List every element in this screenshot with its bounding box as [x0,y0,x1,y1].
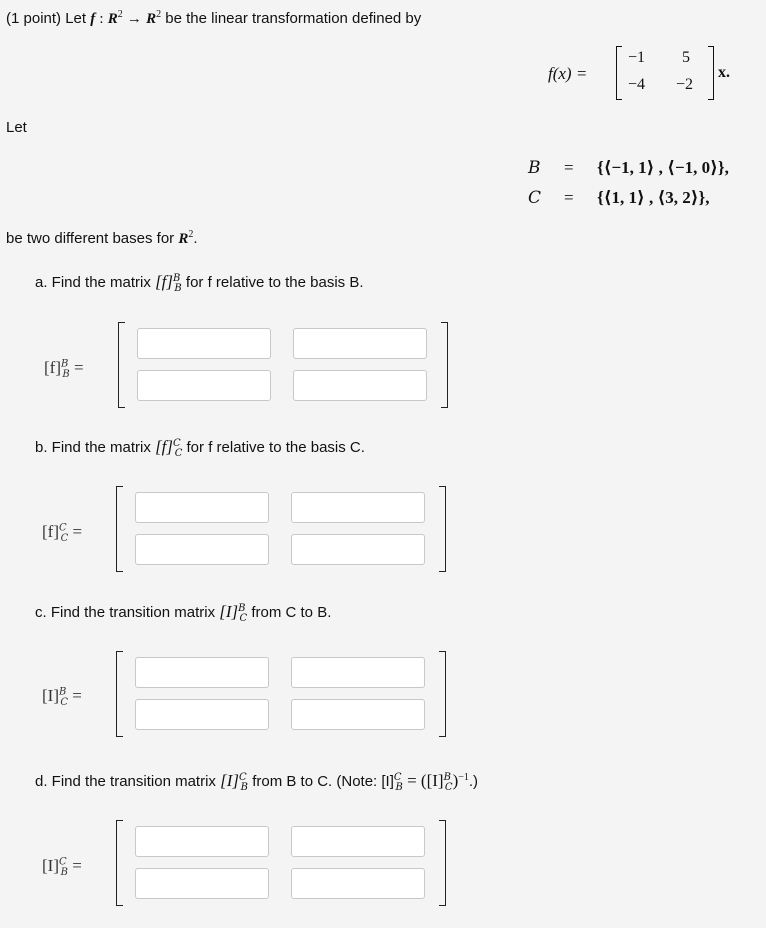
prompt-end: for f relative to the basis C. [186,439,365,456]
matrix-left-bracket [616,46,622,100]
problem-intro [6,10,421,28]
lhs-sup: C [58,856,67,868]
right-bracket [439,486,446,572]
codomain-symbol: R [146,11,157,27]
codomain-exponent: 2 [156,9,162,20]
right-bracket [441,322,448,408]
let-label: Let [6,119,27,136]
lhs-notation: [I] [42,856,59,875]
prompt-text: a. Find the matrix [35,274,151,291]
lhs-sub: C [60,697,68,709]
matrix-cell: −2 [676,76,694,93]
answer-c-r1c2[interactable] [291,657,425,688]
lhs-sub: C [60,533,69,545]
right-bracket [439,820,446,906]
notation-sup: B [173,273,181,284]
part-b-lhs [42,522,83,545]
part-c-prompt [35,602,331,622]
answer-a-r2c2[interactable] [293,370,427,401]
answer-a-r1c2[interactable] [293,328,427,359]
matrix-cell: −4 [628,76,646,93]
lhs-notation: [f] [42,522,59,541]
intro-rest: be the linear transformation defined by [165,10,422,27]
note-sub: B [395,782,403,793]
matrix-notation: [I] [219,602,239,621]
notation-sub: C [174,448,183,459]
prompt-end: from B to C. (Note: [I] [252,773,394,790]
lhs-notation: [f] [44,358,61,377]
answer-d-r2c2[interactable] [291,868,425,899]
part-a-prompt [35,272,364,292]
right-bracket [439,651,446,737]
period: . [193,230,198,247]
bases-note-text: be two different bases for [6,230,175,247]
note-end: .) [468,773,479,790]
domain-symbol: R [107,11,118,27]
left-bracket [116,820,123,906]
answer-c-r1c1[interactable] [135,657,269,688]
basis-B-symbol: B [528,158,541,178]
prompt-end: from C to B. [251,604,332,621]
part-b-matrix [116,486,446,570]
prompt-text: c. Find the transition matrix [35,604,216,621]
prompt-text: b. Find the matrix [35,439,151,456]
answer-b-r2c1[interactable] [135,534,269,565]
answer-c-r2c2[interactable] [291,699,425,730]
r-symbol: R [178,231,189,247]
lhs-sup: B [58,686,67,698]
left-bracket [116,651,123,737]
left-bracket [116,486,123,572]
basis-B-value: {⟨−1, 1⟩ , ⟨−1, 0⟩}, [597,158,729,177]
arrow-symbol: → [126,11,142,27]
notation-sup: C [239,772,247,783]
intro-text: (1 point) Let [6,10,87,27]
part-a-matrix [118,322,448,406]
part-a-lhs [44,358,84,381]
equals-sign: = [564,188,574,207]
equals-sign: = [72,522,83,541]
colon: : [99,11,104,27]
part-d-prompt [35,771,478,791]
answer-a-r1c1[interactable] [137,328,271,359]
part-c-matrix [116,651,446,735]
matrix-notation: [I] [220,771,239,790]
lhs-sub: B [60,867,68,879]
equals-sign: = [564,158,574,177]
answer-a-r2c1[interactable] [137,370,271,401]
notation-sup: C [173,438,181,449]
matrix-notation: [f] [155,437,174,456]
answer-d-r1c1[interactable] [135,826,269,857]
definition-rhs: x. [718,64,730,81]
definition-lhs: f(x) = [548,64,588,83]
domain-exponent: 2 [117,9,123,20]
matrix-right-bracket [708,46,714,100]
answer-d-r1c2[interactable] [291,826,425,857]
answer-c-r2c1[interactable] [135,699,269,730]
basis-C-symbol: C [528,188,542,208]
matrix-notation: [f] [155,272,174,291]
matrix-cell: 5 [682,49,690,66]
answer-b-r1c1[interactable] [135,492,269,523]
bases-note [6,230,198,248]
basis-C-value: {⟨1, 1⟩ , ⟨3, 2⟩}, [597,188,710,207]
lhs-sub: B [62,369,70,381]
equals-sign: = [72,686,82,705]
note-rest: = ([I] [407,771,444,790]
part-c-lhs [42,686,82,709]
r-exponent: 2 [188,229,194,240]
function-symbol: f [90,11,96,27]
notation-sub: C [239,613,248,624]
answer-b-r2c2[interactable] [291,534,425,565]
note-close: ) [452,771,459,790]
part-b-prompt [35,437,365,457]
equals-sign: = [72,856,82,875]
definition-matrix [616,46,714,100]
answer-d-r2c1[interactable] [135,868,269,899]
prompt-end: for f relative to the basis B. [185,274,364,291]
answer-b-r1c2[interactable] [291,492,425,523]
notation-sub: B [240,782,249,793]
part-d-matrix [116,820,446,904]
notation-sup: B [238,603,246,614]
part-d-lhs [42,856,82,879]
lhs-notation: [I] [42,686,59,705]
lhs-sup: C [58,522,67,534]
matrix-cell: −1 [628,49,646,66]
note-sup: C [393,772,402,783]
lhs-sup: B [60,358,69,370]
equals-sign: = [73,358,84,377]
note-exponent: −1 [458,772,469,783]
notation-sub: B [174,283,182,294]
left-bracket [118,322,125,408]
note-inner-sub: C [444,782,453,793]
prompt-text: d. Find the transition matrix [35,773,216,790]
note-inner-sup: B [443,772,451,783]
